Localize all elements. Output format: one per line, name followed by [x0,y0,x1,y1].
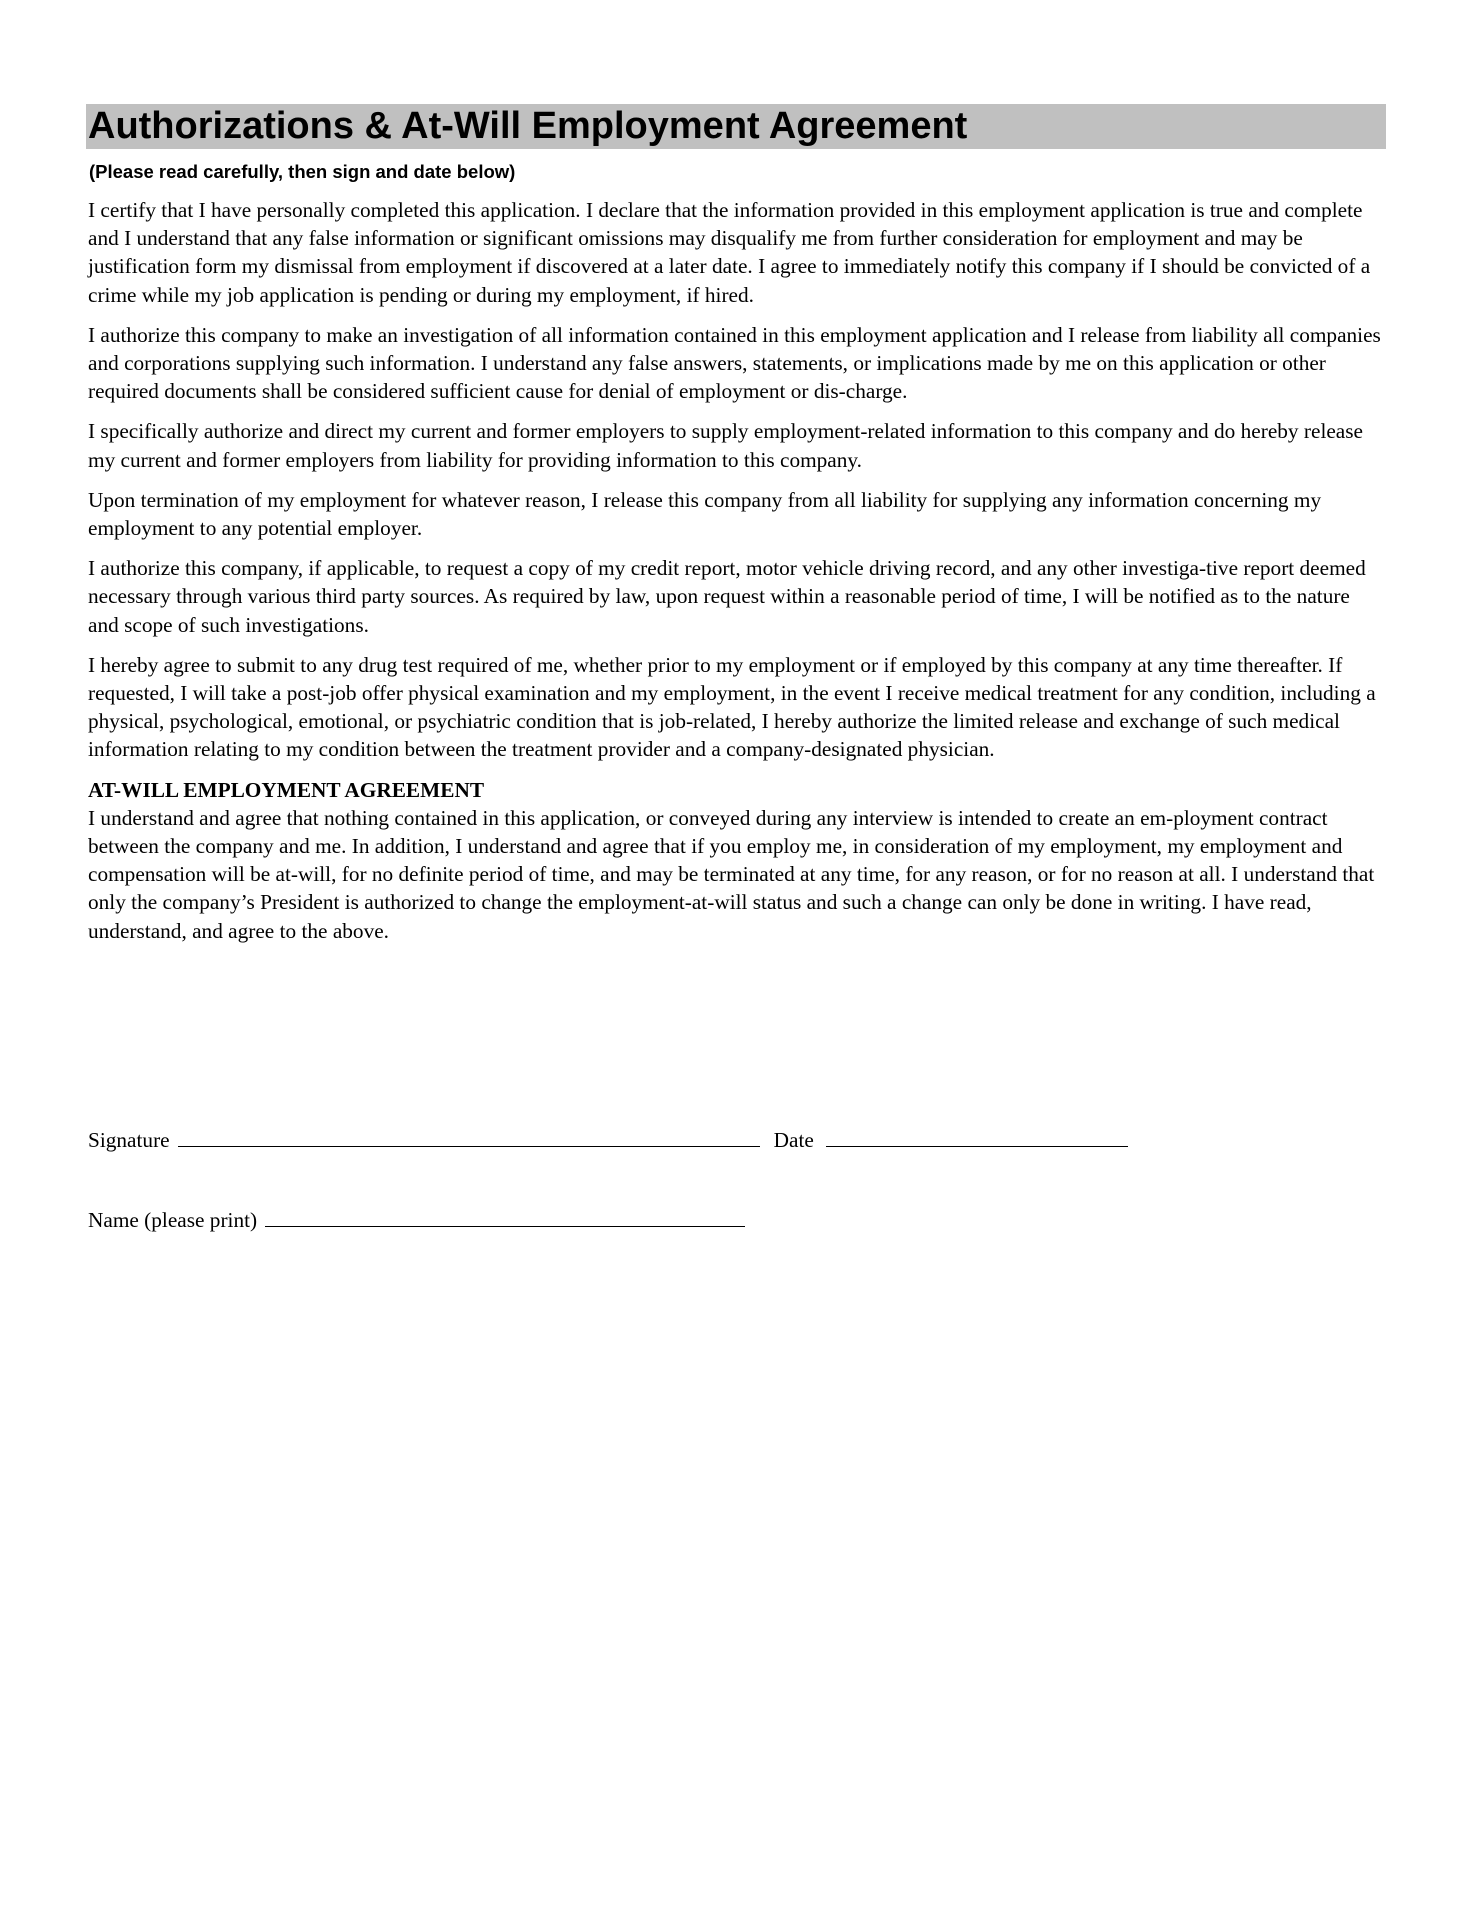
paragraph-certification: I certify that I have personally completed this application. I declare that the information provided in this employment application is true and complete and I understand that any false information or significant omissions may disqualify me from further consideration for employment and may be justification form my dismissal from employment if discovered at a later date. I agree to immediately notify this company if I should be convicted of a crime while my job application is pending or during my employment, if hired. [88,198,1371,307]
name-row [88,1206,745,1234]
signature-label: Signature [88,1128,170,1152]
signature-date-row [88,1126,1128,1154]
document-subtitle: (Please read carefully, then sign and date below) [89,161,516,182]
paragraph-employer-release: I specifically authorize and direct my current and former employers to supply employment-related information to this company and do hereby release my current and former employers from liability for providing information to this company. [88,419,1364,472]
date-label: Date [773,1128,814,1152]
paragraph-termination-release: Upon termination of my employment for whatever reason, I release this company from all liability for supplying any information concerning my employment to any potential employer. [88,487,1322,541]
paragraph-credit-report: I authorize this company, if applicable, to request a copy of my credit report, motor vehicle driving record, and any other investiga-tive report deemed necessary through various third party sources. As required by law, upon request within a reasonable period of time, I will be notified as to the nature and scope of such investigations. [88,556,1366,637]
name-label: Name (please print) [88,1208,258,1232]
document-body [88,196,1384,945]
at-will-paragraph: I understand and agree that nothing contained in this application, or conveyed during any interview is intended to create an em-ployment contract between the company and me. In addition, I understand and agree that if you employ me, in consideration of my employment, my employment and compensation will be at-will, for no definite period of time, and may be terminated at any time, for any reason, or for no reason at all. I understand that only the company’s President is authorized to change the employment-at-will status and such a change can only be done in writing. I have read, understand, and agree to the above. [88,805,1375,943]
date-line[interactable] [826,1126,1128,1147]
name-line[interactable] [265,1206,745,1227]
at-will-heading: AT-WILL EMPLOYMENT AGREEMENT [88,777,485,802]
document-page [86,104,1386,945]
document-title: Authorizations & At-Will Employment Agreement [86,104,1386,149]
signature-line[interactable] [178,1126,760,1147]
paragraph-drug-test: I hereby agree to submit to any drug test required of me, whether prior to my employment or if employed by this company at any time thereafter. If requested, I will take a post-job offer physical examination and my employment, in the event I receive medical treatment for any condition, including a physical, psychological, emotional, or psychiatric condition that is job-related, I hereby authorize the limited release and exchange of such medical information relating to my condition between the treatment provider and a company-designated physician. [88,652,1376,762]
paragraph-investigation: I authorize this company to make an investigation of all information contained in this employment application and I release from liability all companies and corporations supplying such information. I understand any false answers, statements, or implications made by me on this application or other required documents shall be considered sufficient cause for denial of employment or dis-charge. [88,322,1381,404]
